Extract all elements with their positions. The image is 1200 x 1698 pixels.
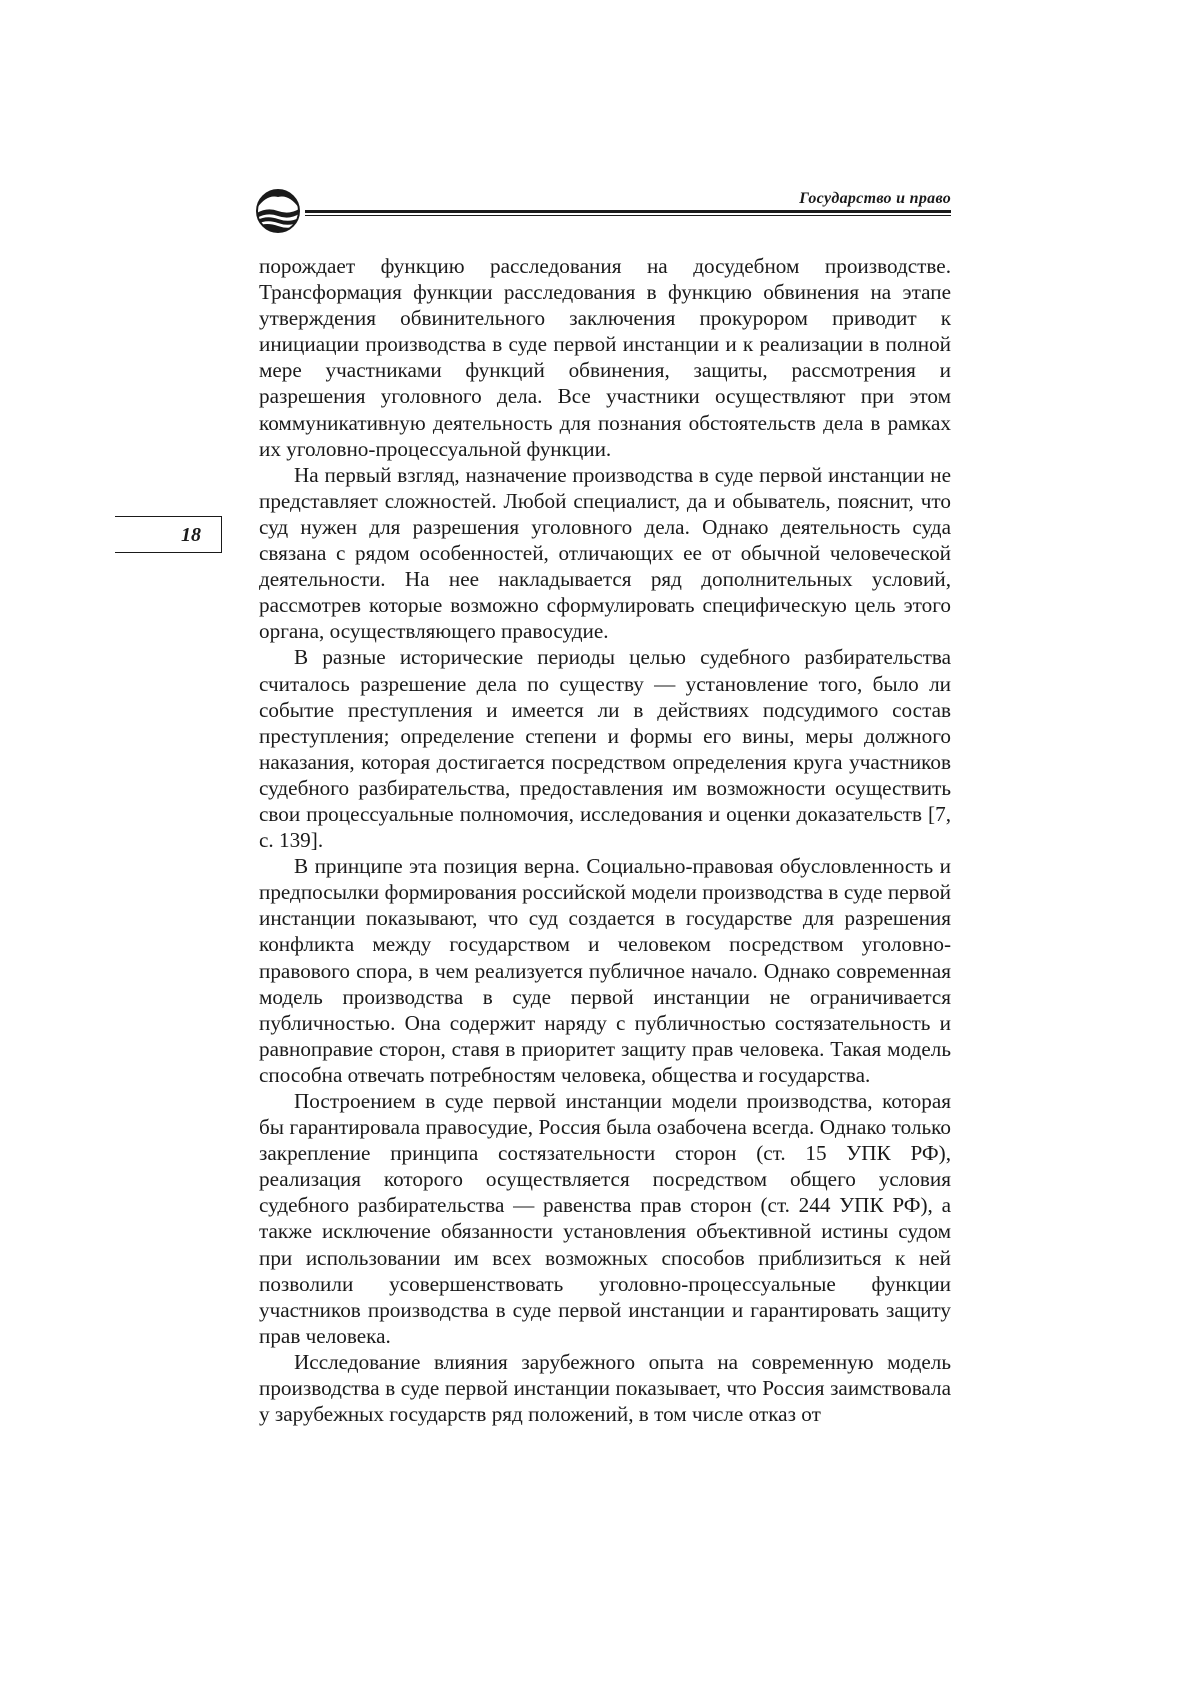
- paragraph: На первый взгляд, назначение производства в суде первой инстанции не представляет сложностей. Любой специалист, да и обыватель, пояснит, что суд нужен для разрешения уголовного дела. Однако деятельность суда связана с рядом особенностей, отличающих ее от обычной человеческой деятельности. На нее накладывается ряд дополнительных условий, рассмотрев которые возможно сформулировать специфическую цель этого органа, осуществляющего правосудие.: [259, 462, 951, 644]
- running-title: Государство и право: [799, 190, 951, 207]
- header-rule-thin: [305, 215, 951, 216]
- body-text: [259, 253, 951, 1427]
- header-rule-thick: [305, 210, 951, 213]
- journal-logo-icon: [255, 188, 301, 234]
- paragraph: Построением в суде первой инстанции модели производства, которая бы гарантировала правосудие, Россия была озабочена всегда. Однако только закрепление принципа состязательности сторон (ст. 15 УПК РФ), реализация которого осуществляется посредством общего условия судебного разбирательства — равенства прав сторон (ст. 244 УПК РФ), а также исключение обязанности установления объективной истины судом при использовании им всех возможных способов приблизиться к ней позволили усовершенствовать уголовно-процессуальные функции участников производства в суде первой инстанции и гарантировать защиту прав человека.: [259, 1089, 951, 1348]
- paragraph: В разные исторические периоды целью судебного разбирательства считалось разрешение дела по существу — установление того, было ли событие преступления и имеется ли в действиях подсудимого состав преступления; определение степени и формы его вины, меры должного наказания, которая достигается посредством определения круга участников судебного разбирательства, предоставления им возможности осуществить свои процессуальные полномочия, исследования и оценки доказательств [7, с. 139].: [259, 645, 951, 853]
- paragraph: порождает функцию расследования на досудебном производстве. Трансформация функции расследования в функцию обвинения на этапе утверждения обвинительного заключения прокурором приводит к инициации производства в суде первой инстанции и к реализации в полной мере участниками функций обвинения, защиты, рассмотрения и разрешения уголовного дела. Все участники осуществляют при этом коммуникативную деятельность для познания обстоятельств дела в рамках их уголовно-процессуальной функции.: [259, 254, 951, 461]
- page-number: 18: [181, 524, 201, 546]
- paragraph: Исследование влияния зарубежного опыта на современную модель производства в суде первой инстанции показывает, что Россия заимствовала у зарубежных государств ряд положений, в том числе отказ от: [259, 1349, 951, 1427]
- paragraph: В принципе эта позиция верна. Социально-правовая обусловленность и предпосылки формирования российской модели производства в суде первой инстанции показывают, что суд создается в государстве для разрешения конфликта между государством и человеком посредством уголовно-правового спора, в чем реализуется публичное начало. Однако современная модель производства в суде первой инстанции не ограничивается публичностью. Она содержит наряду с публичностью состязательность и равноправие сторон, ставя в приоритет защиту прав человека. Такая модель способна отвечать потребностям человека, общества и государства.: [259, 854, 951, 1087]
- page-number-box: [115, 516, 222, 553]
